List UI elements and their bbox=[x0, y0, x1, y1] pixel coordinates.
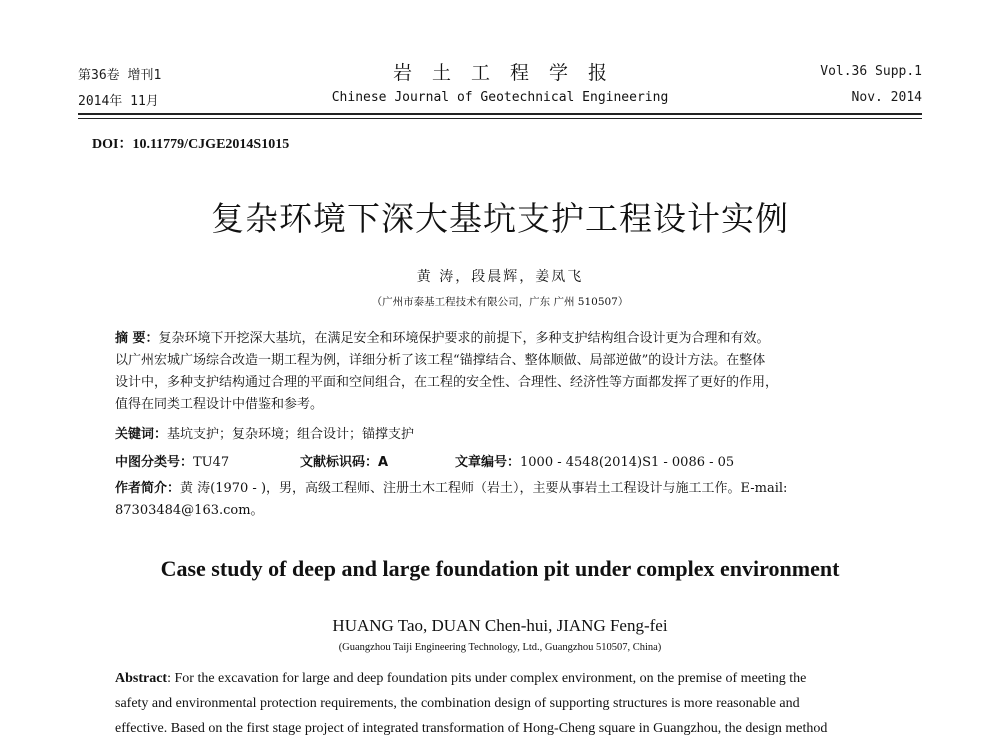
en-affiliation: (Guangzhou Taiji Engineering Technology, Ltd., Guangzhou 510507, China) bbox=[338, 642, 662, 653]
en-title: Case study of deep and large foundation pit under complex environment bbox=[160, 556, 840, 581]
cn-doc-code-value: A bbox=[378, 455, 389, 470]
en-abstract-line: Abstract: For the excavation for large and deep foundation pits under complex environment, on the premise of meeting the bbox=[115, 671, 807, 686]
en-abstract-label: Abstract bbox=[115, 671, 168, 686]
header-date-en: Nov. 2014 bbox=[851, 90, 922, 105]
header-volume-cn: 第36卷 增刊1 bbox=[78, 68, 162, 83]
cn-abstract-label: 摘 要： bbox=[115, 331, 159, 346]
header-journal-en: Chinese Journal of Geotechnical Engineering bbox=[331, 90, 669, 105]
cn-abstract-line: 设计中，多种支护结构通过合理的平面和空间组合，在工程的安全性、合理性、经济性等方面都发挥了更好的作用， bbox=[115, 375, 779, 390]
header-journal-cn: 岩土工程学报 bbox=[392, 62, 627, 84]
header-rule-thin bbox=[78, 118, 922, 119]
en-abstract-line: effective. Based on the first stage project of integrated transformation of Hong-Cheng square in Guangzhou, the design method bbox=[115, 721, 828, 736]
cn-abstract-line: 值得在同类工程设计中借鉴和参考。 bbox=[115, 397, 324, 412]
header-date-cn: 2014年 11月 bbox=[78, 94, 159, 109]
en-abstract-line: safety and environmental protection requirements, the combination design of supporting structures is more reasonable and bbox=[115, 696, 800, 711]
cn-article-no-label: 文章编号： bbox=[455, 455, 521, 470]
cn-bio-line: 作者简介：黄 涛(1970 - )，男，高级工程师、注册土木工程师（岩土），主要从事岩土工程设计与施工工作。E-mail: bbox=[115, 481, 788, 496]
cn-keywords bbox=[115, 424, 414, 446]
cn-authors: 黄 涛，段晨辉，姜凤飞 bbox=[416, 269, 584, 285]
doi: DOI：10.11779/CJGE2014S1015 bbox=[92, 137, 290, 152]
cn-doc-code-label: 文献标识码： bbox=[300, 455, 379, 470]
cn-clc-label: 中图分类号： bbox=[115, 455, 194, 470]
cn-bio bbox=[115, 478, 905, 522]
cn-abstract-line: 以广州宏城广场综合改造一期工程为例，详细分析了该工程“锚撑结合、整体顺做、局部逆做”的设计方法。在整体 bbox=[115, 353, 766, 368]
header-volume-en: Vol.36 Supp.1 bbox=[820, 64, 922, 79]
en-abstract bbox=[115, 666, 905, 741]
en-authors: HUANG Tao, DUAN Chen-hui, JIANG Feng-fei bbox=[332, 616, 668, 635]
cn-abstract-line: 摘 要：复杂环境下开挖深大基坑，在满足安全和环境保护要求的前提下，多种支护结构组合设计更为合理和有效。 bbox=[115, 331, 770, 346]
cn-clc-value: TU47 bbox=[193, 455, 230, 470]
cn-bio-line: 87303484@163.com。 bbox=[115, 503, 264, 518]
cn-bio-label: 作者简介： bbox=[115, 481, 181, 496]
cn-affiliation: （广州市泰基工程技术有限公司，广东 广州 510507） bbox=[371, 296, 629, 308]
cn-title: 复杂环境下深大基坑支护工程设计实例 bbox=[211, 199, 789, 238]
cn-clc bbox=[115, 452, 229, 474]
cn-keywords-label: 关键词： bbox=[115, 427, 168, 442]
cn-abstract bbox=[115, 328, 905, 416]
cn-doc-code bbox=[300, 452, 388, 474]
cn-keywords-value: 基坑支护；复杂环境；组合设计；锚撑支护 bbox=[167, 427, 415, 442]
cn-article-no-value: 1000 - 4548(2014)S1 - 0086 - 05 bbox=[520, 455, 735, 470]
cn-article-no bbox=[455, 452, 734, 474]
header-rule-thick bbox=[78, 113, 922, 115]
